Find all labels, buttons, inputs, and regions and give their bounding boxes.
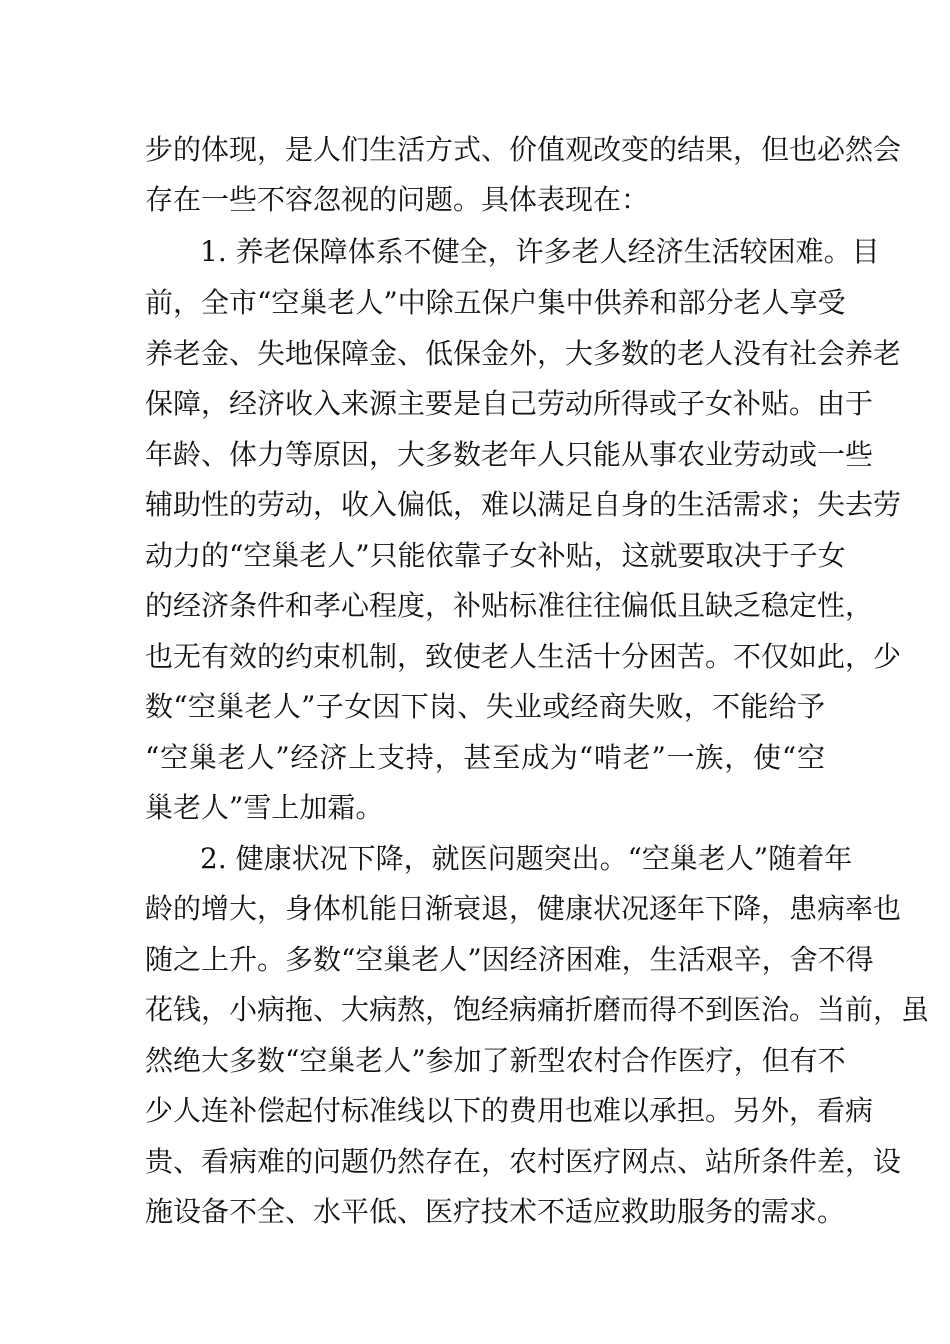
text-line: 年龄、体力等原因，大多数老年人只能从事农业劳动或一些 bbox=[145, 438, 874, 471]
text-line: 辅助性的劳动，收入偏低，难以满足自身的生活需求；失去劳 bbox=[145, 488, 902, 521]
text-line: 随之上升。多数“空巢老人”因经济困难，生活艰辛，舍不得 bbox=[145, 943, 874, 976]
paragraph-heading-1: 1. 养老保障体系不健全，许多老人经济生活较困难。目 bbox=[200, 235, 880, 268]
text-line: 巢老人”雪上加霜。 bbox=[145, 791, 384, 824]
text-line: 龄的增大，身体机能日渐衰退，健康状况逐年下降，患病率也 bbox=[145, 892, 902, 925]
text-line: 的经济条件和孝心程度，补贴标准往往偏低且缺乏稳定性， bbox=[145, 589, 874, 622]
text-line: 步的体现，是人们生活方式、价值观改变的结果，但也必然会 bbox=[145, 133, 902, 166]
text-line: 贵、看病难的问题仍然存在，农村医疗网点、站所条件差，设 bbox=[145, 1145, 902, 1178]
text-line: 动力的“空巢老人”只能依靠子女补贴，这就要取决于子女 bbox=[145, 539, 846, 572]
paragraph-heading-2: 2. 健康状况下降，就医问题突出。“空巢老人”随着年 bbox=[200, 842, 853, 875]
text-line: 然绝大多数“空巢老人”参加了新型农村合作医疗，但有不 bbox=[145, 1044, 846, 1077]
text-line: 存在一些不容忽视的问题。具体表现在： bbox=[145, 183, 650, 216]
text-line: 施设备不全、水平低、医疗技术不适应救助服务的需求。 bbox=[145, 1195, 846, 1228]
text-line: 也无有效的约束机制，致使老人生活十分困苦。不仅如此，少 bbox=[145, 640, 902, 673]
text-line: 保障，经济收入来源主要是自己劳动所得或子女补贴。由于 bbox=[145, 387, 874, 420]
text-line: “空巢老人”经济上支持，甚至成为“啃老”一族，使“空 bbox=[145, 741, 825, 774]
text-line: 前，全市“空巢老人”中除五保户集中供养和部分老人享受 bbox=[145, 286, 846, 319]
text-line: 数“空巢老人”子女因下岗、失业或经商失败，不能给予 bbox=[145, 690, 825, 723]
text-line: 花钱，小病拖、大病熬，饱经病痛折磨而得不到医治。当前，虽 bbox=[145, 993, 930, 1026]
text-line: 养老金、失地保障金、低保金外，大多数的老人没有社会养老 bbox=[145, 337, 902, 370]
text-line: 少人连补偿起付标准线以下的费用也难以承担。另外，看病 bbox=[145, 1094, 874, 1127]
